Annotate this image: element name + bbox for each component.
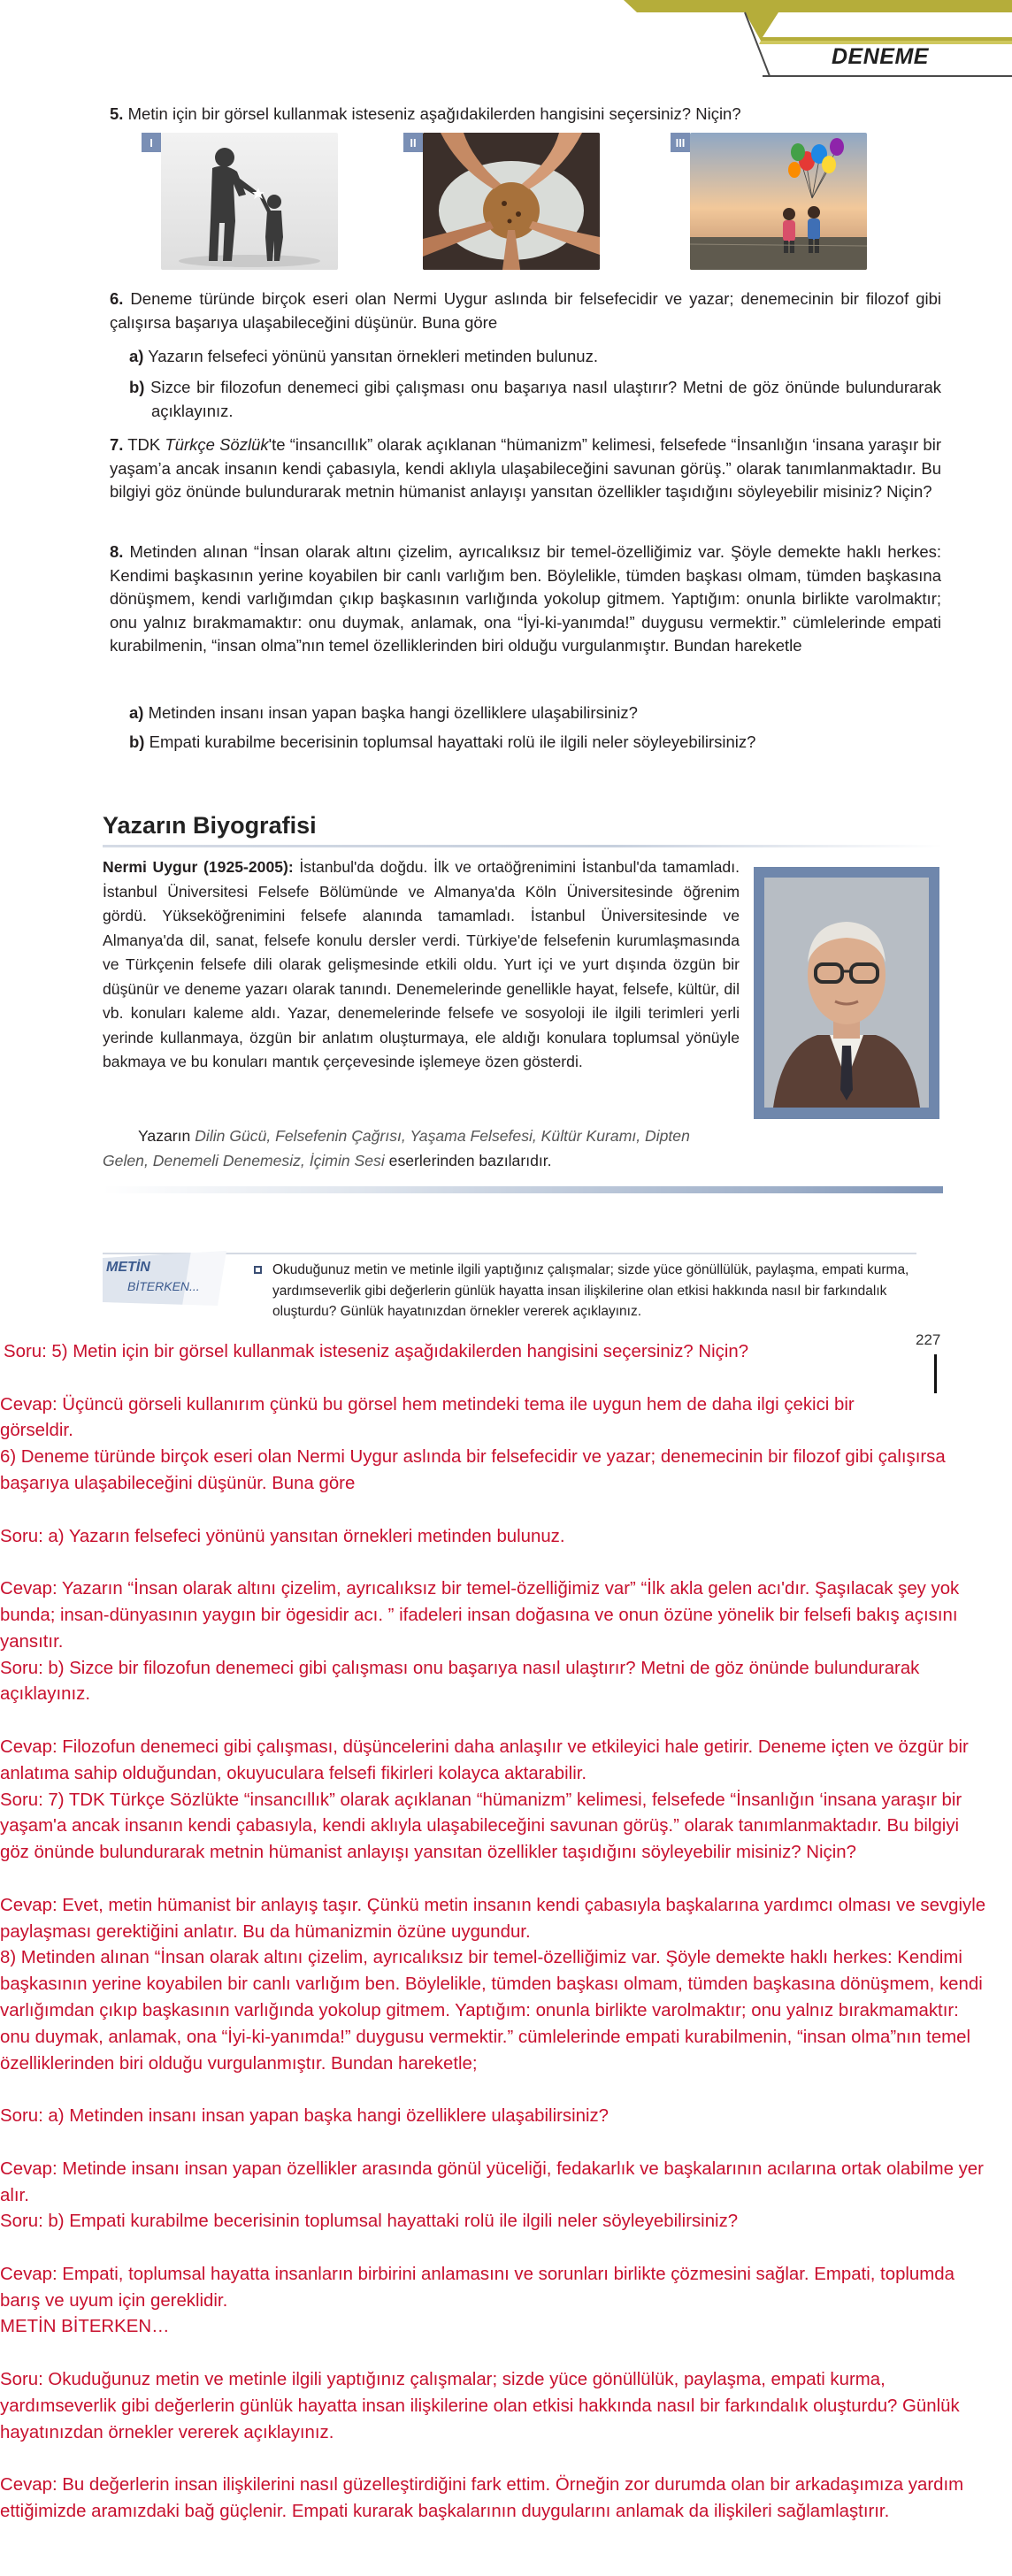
answer-line — [0, 1867, 986, 1893]
biography-title-rule — [103, 845, 943, 847]
answer-line: Soru: b) Sizce bir filozofun denemeci gibi çalışması onu başarıya nasıl ulaştırır? Metni de göz önünde bulundurarak açıklayınız. — [0, 1658, 925, 1705]
hands-sharing-cookie-image — [423, 133, 600, 270]
answer-line: Cevap: Bu değerlerin insan ilişkilerini nasıl güzelleştirdiğini fark ettim. Örneğin zor durumda olan bir arkadaşımıza yardım ettiğimizde aramızdaki bağ güçlenir. Empati kurarak başkalarının duygularını anlamak da ilişkileri sağlamlaştırır. — [0, 2475, 969, 2522]
page-number: 227 — [916, 1331, 941, 1348]
metin-biterken-badge — [103, 1251, 226, 1306]
page-header — [0, 0, 1012, 84]
answer-line: Soru: 5) Metin için bir görsel kullanmak isteseniz aşağıdakilerden hangisini seçersiniz? Niçin? — [4, 1342, 749, 1361]
answer-line — [0, 1550, 986, 1576]
header-decoration — [0, 0, 1012, 84]
metin-biterken-line1: METİN — [106, 1260, 150, 1275]
answer-line — [0, 2235, 986, 2262]
answer-line: 6) Deneme türünde birçok eseri olan Nermi Uygur aslında bir felsefecidir ve yazar; denemecinin bir filozof gibi çalışırsa başarıya ulaşabileceğini düşünür. Buna göre — [0, 1447, 951, 1493]
question-7: 7. TDK Türkçe Sözlük'te “insancıllık” olarak açıklanan “hümanizm” kelimesi, felsefede “İnsanlığın ‘insana yaraşır bir yaşam’a ancak insanın kendi çabasıyla, kendi aklıyla ulaşabileceğini savunan görüş.” olarak tanımlanmaktadır. Bu bilgiyi göz önünde bulundurarak metnin hümanist anlayışı yansıtan özellikler taşıdığını söyleyebilir misiniz? Niçin? — [110, 435, 941, 501]
biography-title: Yazarın Biyografisi — [103, 812, 317, 839]
biography-works: Yazarın Dilin Gücü, Felsefenin Çağrısı, Yaşama Felsefesi, Kültür Kuramı, Dipten Gelen, Denemeli Denemesiz, İçimin Sesi eserlerinden bazılarıdır. — [103, 1127, 690, 1169]
question-6: 6. Deneme türünde birçok eseri olan Nermi Uygur aslında bir felsefecidir ve yazar; denemecinin bir filozof gibi çalışırsa başarıya ulaşabileceğini düşünür. Buna göre — [110, 289, 941, 332]
children-balloons-image — [690, 133, 867, 270]
image-label-1: I — [142, 133, 161, 152]
question-8: 8. Metinden alınan “İnsan olarak altını çizelim, ayrıcalıksız bir temel-özelliğimiz var. Şöyle demekte haklı herkes: Kendimi başkasının yerine koyabilen bir canlı varlığım ben. Böylelikle, tümden başkası olmam, tümden başkasına dönüşmem, kendi varlığımdan çıkıp başkasının varlığında yokolup gitmem. Yaptığım: onunla birlikte varolmaktır; onu yalnız bırakmamaktır: onu duymak, anlamak, ona “İyi-ki-yanımda!” duygusu vermektir.” cümlelerinde empati kurabilmenin, “insan olma”nın temel özelliklerinden biri olduğu vurgulanmıştır. Bundan hareketle — [110, 542, 942, 655]
answer-line: 8) Metinden alınan “İnsan olarak altını çizelim, ayrıcalıksız bir temel-özelliğimiz var. Şöyle demekte haklı herkes: Kendimi başkasının yerine koyabilen bir canlı varlığım ben. Böylelikle, tümden başkası olmam, tümden başkasına dönüşmem, kendi varlığımdan çıkıp başkasının varlığında yokolup gitmem. Yaptığım: onunla birlikte varolmaktır; onu yalnız bırakmamaktır: onu duymak, anlamak, ona “İyi-ki-yanımda!” duygusu vermektir.” cümlelerinde empati kurabilmenin, “insan olma”nın temel özelliklerinden biri olduğu vurgulanmıştır. Bundan hareketle; — [0, 1948, 988, 2074]
author-portrait-image — [764, 878, 929, 1108]
author-name: Nermi Uygur (1925-2005): — [103, 858, 294, 876]
question-8b: b) Empati kurabilme becerisinin toplumsal hayattaki rolü ile ilgili neler söyleyebilirsiniz? — [129, 732, 756, 751]
biography-text: Nermi Uygur (1925-2005): İstanbul'da doğdu. İlk ve ortaöğrenimini İstanbul'da tamamladı. İstanbul Üniversitesi Felsefe Bölümünde ve Almanya'da Köln Üniversitesinde öğrenim gördü. Yükseköğrenimini felsefe alanında tamamladı. İstanbul Üniversitesinde ve Almanya'da dil, sanat, felsefe konulu dersler verdi. Türkiye'de felsefenin kurumlaşmasında ve Türkçenin felsefe dili olarak gelişmesinde etkili oldu. Yurt içi ve yurt dışında özgün bir düşünür ve deneme yazarı olarak tanındı. Denemelerinde genellikle hayat, felsefe, kültür, dil vb. konuları kaleme aldı. Yazar, denemelerinde felsefe ve sosyoloji ile ilgili terimleri yerli yerinde kullanmaya, özgün bir anlatım oluşturmaya, ele aldığı konulara toplumsal yönüyle bakmaya ve bu konuları mantık çerçevesinde işlemeye özen gösterdi. — [103, 858, 740, 1070]
metin-biterken-line2: BİTERKEN... — [127, 1279, 200, 1293]
answer-line: Cevap: Evet, metin hümanist bir anlayış taşır. Çünkü metin insanın kendi çabasıyla başkalarına yardımcı olması ve sevgiyle paylaşması gerektiğini anlatır. Bu da hümanizmin özüne uygundur. — [0, 1895, 991, 1942]
answers-block — [0, 1339, 991, 2526]
parent-child-silhouette-image — [161, 133, 338, 270]
image-label-2: II — [403, 133, 423, 152]
answer-line — [0, 2077, 986, 2104]
answer-line — [0, 1708, 986, 1735]
answer-line: Cevap: Empati, toplumsal hayatta insanların birbirini anlamasını ve sorunları birlikte çözmesini sağlar. Empati, toplumda barış ve uyum için gereklidir. — [0, 2264, 960, 2311]
question-6-text: Deneme türünde birçok eseri olan Nermi Uygur aslında bir felsefecidir ve yazar; denemecinin bir filozof gibi çalışırsa başarıya ulaşabileceğini düşünür. Buna göre — [110, 289, 941, 332]
answer-line: Cevap: Filozofun denemeci gibi çalışması, düşüncelerini daha anlaşılır ve etkileyici hale getirir. Deneme içten ve özgür bir anlatıma sahip olduğundan, okuyuculara felsefi fikirleri kolayca aktarabilir. — [0, 1736, 974, 1783]
question-8a: a) Metinden insanı insan yapan başka hangi özelliklere ulaşabilirsiniz? — [129, 703, 638, 722]
answer-line: Cevap: Yazarın “İnsan olarak altını çizelim, ayrıcalıksız bir temel-özelliğimiz var” “İlk akla gelen acı'dır. Şaşılacak şey yok bunda; insan-dünyasının yaygın bir ögesidir acı. ” ifadeleri insan doğasına ve onun özüne yönelik bir felsefi bakış açısını yansıtır. — [0, 1579, 964, 1652]
square-bullet-icon — [254, 1266, 262, 1274]
answer-line: Soru: 7) TDK Türkçe Sözlükte “insancıllık” olarak açıklanan “hümanizm” kelimesi, felsefede “İnsanlığın ‘insana yaraşır bir yaşam'a ancak insanın kendi çabasıyla, kendi aklıyla ulaşabileceğini savunan görüş.” olarak tanımlanmaktadır. Bu bilgiyi göz önünde bulundurarak metnin hümanist anlayışı yansıtan özellikler taşıdığını söyleyebilir misiniz? Niçin? — [0, 1790, 967, 1863]
answer-line: Cevap: Metinde insanı insan yapan özellikler arasında gönül yüceliği, fedakarlık ve başkalarının acılarına ortak olabilme yer alır. — [0, 2158, 989, 2205]
question-5: 5. Metin için bir görsel kullanmak isteseniz aşağıdakilerden hangisini seçersiniz? Niçin? — [110, 104, 741, 123]
answer-line: METİN BİTERKEN… — [0, 2317, 170, 2337]
biography-bottom-rule — [103, 1186, 943, 1193]
metin-biterken-text: Okuduğunuz metin ve metinle ilgili yaptığınız çalışmalar; sizde yüce gönüllülük, paylaşma, empati kurma, yardımseverlik gibi değerlerin günlük hayatta insan ilişkilerine olan etkisi hakkında nasıl bir farkındalık oluşturdu? Günlük hayatınızdan örnekler vererek açıklayınız. — [272, 1262, 909, 1319]
answer-line: Soru: a) Yazarın felsefeci yönünü yansıtan örnekleri metinden bulunuz. — [0, 1526, 565, 1546]
image-label-3: III — [671, 133, 690, 152]
question-6a: a) Yazarın felsefeci yönünü yansıtan örnekleri metinden bulunuz. — [129, 347, 598, 365]
answer-line: Soru: b) Empati kurabilme becerisinin toplumsal hayattaki rolü ile ilgili neler söyleyebilirsiniz? — [0, 2212, 739, 2232]
question-5-text: Metin için bir görsel kullanmak isteseniz aşağıdakilerden hangisini seçersiniz? Niçin? — [127, 104, 741, 123]
question-8-text: Metinden alınan “İnsan olarak altını çizelim, ayrıcalıksız bir temel-özelliğimiz var. Şöyle demekte haklı herkes: Kendimi başkasının yerine koyabilen bir canlı varlığım ben. Böylelikle, tümden başkası olmam, tümden başkasına dönüşmem, kendi varlığımdan çıkıp başkasının varlığında yokolup gitmem. Yaptığım: onunla birlikte varolmaktır; onu yalnız bırakmamaktır: onu duymak, anlamak, ona “İyi-ki-yanımda!” duygusu vermektir.” cümlelerinde empati kurabilmenin, “insan olma”nın temel özelliklerinden biri olduğu vurgulanmıştır. Bundan hareketle — [110, 542, 942, 655]
answer-line: Cevap: Üçüncü görseli kullanırım çünkü bu görsel hem metindeki tema ile uygun hem de daha ilgi çekici bir görseldir. — [0, 1394, 860, 1441]
answer-line — [0, 1366, 986, 1392]
answer-line: Soru: a) Metinden insanı insan yapan başka hangi özelliklere ulaşabilirsiniz? — [0, 2106, 610, 2127]
answer-line — [0, 2130, 986, 2157]
answer-line — [0, 2446, 986, 2472]
header-title: DENEME — [832, 44, 929, 69]
question-6b: b) Sizce bir filozofun denemeci gibi çalışması onu başarıya nasıl ulaştırır? Metni de göz önünde bulundurarak açıklayınız. — [129, 378, 941, 420]
answer-line: Soru: Okuduğunuz metin ve metinle ilgili yaptığınız çalışmalar; sizde yüce gönüllülük, paylaşma, empati kurma, yardımseverlik gibi değerlerin günlük hayatta insan ilişkilerine olan etkisi hakkında nasıl bir farkındalık oluşturdu? Günlük hayatınızdan örnekler vererek açıklayınız. — [0, 2370, 965, 2442]
answer-line — [0, 2341, 986, 2367]
answer-line — [0, 1498, 986, 1524]
